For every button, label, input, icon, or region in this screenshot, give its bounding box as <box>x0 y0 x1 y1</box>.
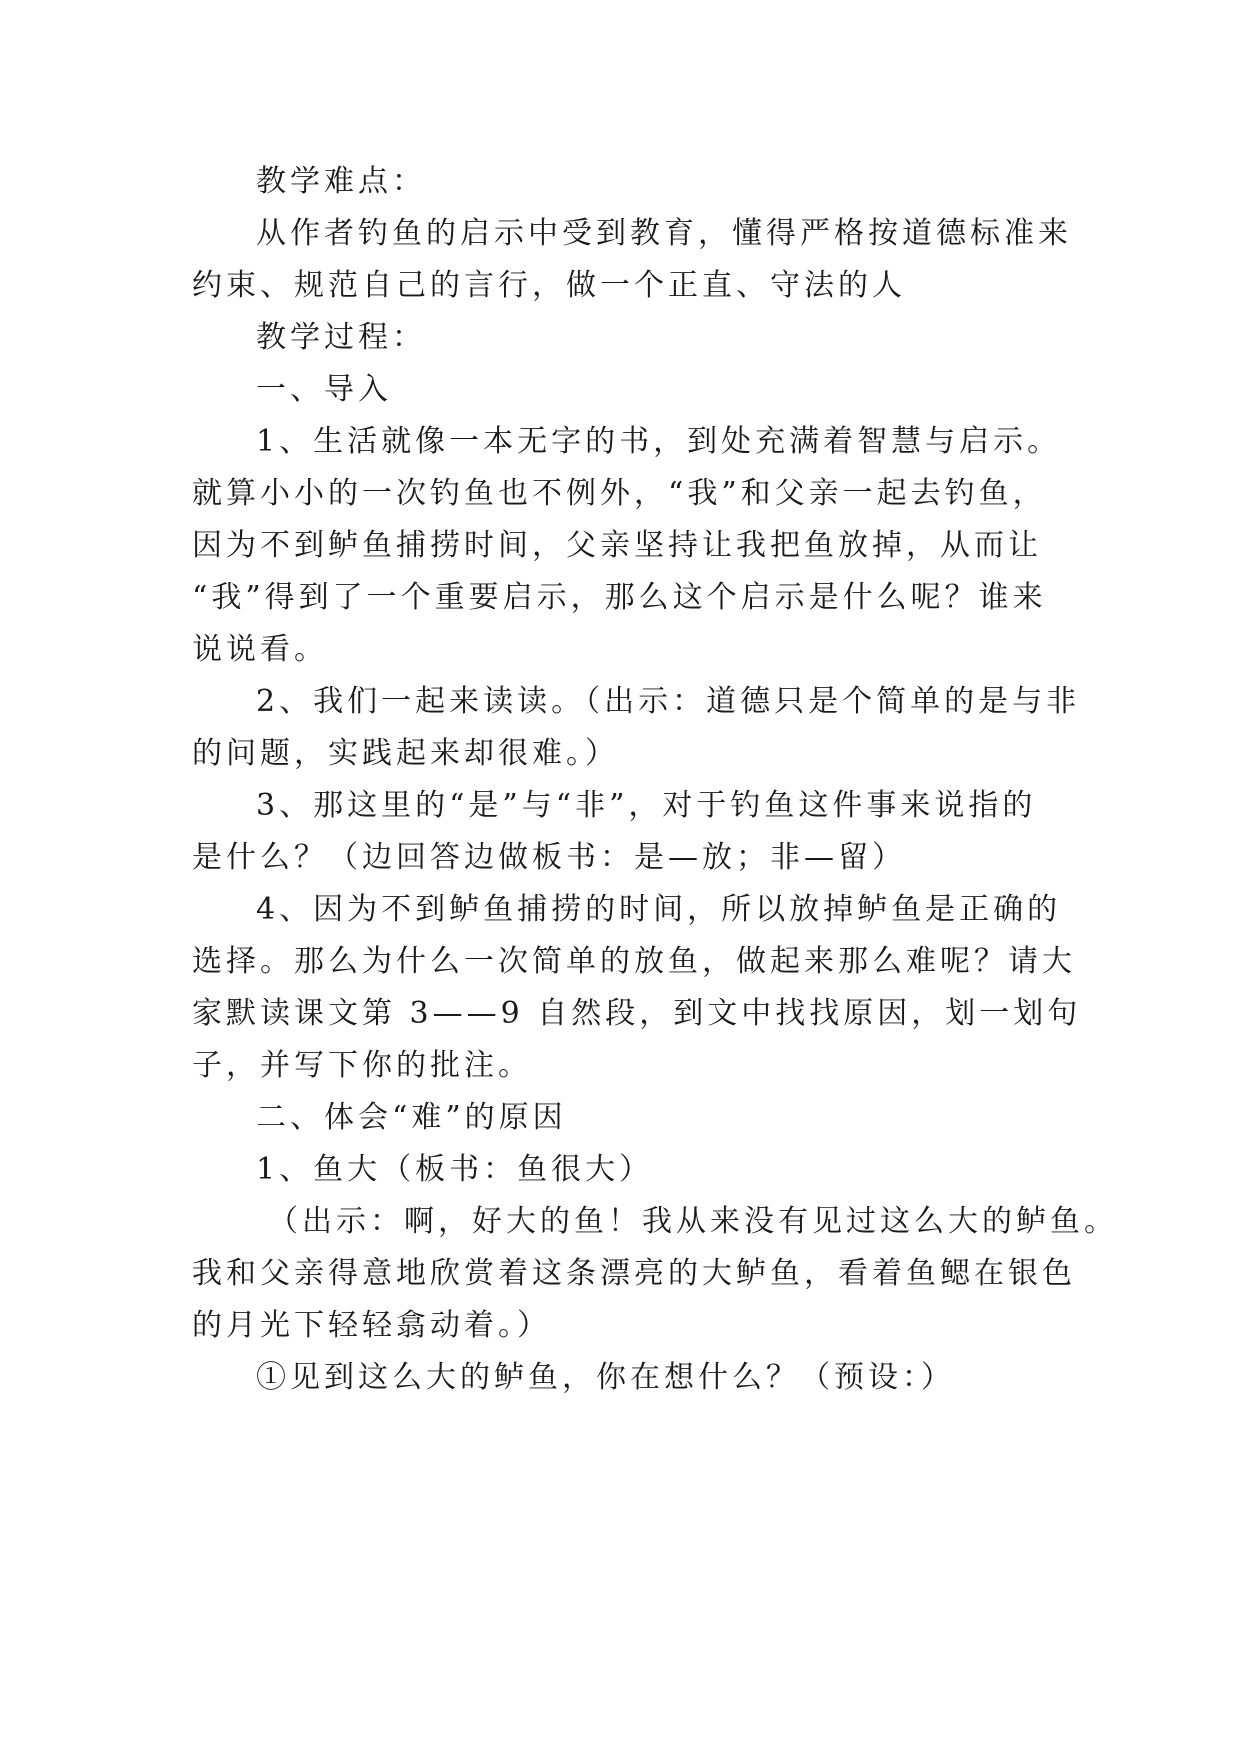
paragraph-line: 我和父亲得意地欣赏着这条漂亮的大鲈鱼，看着鱼鳃在银色 <box>192 1256 1076 1291</box>
paragraph-line: 家默读课文第 3——9 自然段，到文中找找原因，划一划句 <box>192 996 1082 1031</box>
heading-teaching-difficulty: 教学难点： <box>256 164 426 199</box>
paragraph-line: 1、鱼大（板书：鱼很大） <box>256 1152 654 1187</box>
paragraph-line: （出示：啊，好大的鱼！我从来没有见过这么大的鲈鱼。 <box>268 1204 1118 1239</box>
paragraph-line: 的月光下轻轻翕动着。） <box>192 1308 551 1343</box>
paragraph-line: 子，并写下你的批注。 <box>192 1048 532 1083</box>
paragraph-line: 1、生活就像一本无字的书，到处充满着智慧与启示。 <box>256 424 1062 459</box>
section-heading-difficulty-reasons: 二、体会“难”的原因 <box>256 1100 567 1135</box>
paragraph-line: 3、那这里的“是”与“非”，对于钓鱼这件事来说指的 <box>256 788 1037 823</box>
heading-teaching-process: 教学过程： <box>256 320 426 355</box>
paragraph-line: ①见到这么大的鲈鱼，你在想什么？（预设：） <box>256 1360 955 1395</box>
paragraph-line: 4、因为不到鲈鱼捕捞的时间，所以放掉鲈鱼是正确的 <box>256 892 1062 927</box>
paragraph-line: “我”得到了一个重要启示，那么这个启示是什么呢？谁来 <box>192 580 1047 615</box>
paragraph-line: 就算小小的一次钓鱼也不例外，“我”和父亲一起去钓鱼， <box>192 476 1047 511</box>
paragraph-line: 的问题，实践起来却很难。） <box>192 736 619 771</box>
section-heading-intro: 一、导入 <box>256 372 392 407</box>
paragraph-line: 2、我们一起来读读。（出示：道德只是个简单的是与非 <box>256 684 1081 719</box>
paragraph-line: 选择。那么为什么一次简单的放鱼，做起来那么难呢？请大 <box>192 944 1076 979</box>
paragraph-line: 是什么？（边回答边做板书：是—放；非—留） <box>192 840 906 875</box>
paragraph-line: 因为不到鲈鱼捕捞时间，父亲坚持让我把鱼放掉，从而让 <box>192 528 1042 563</box>
paragraph-line: 从作者钓鱼的启示中受到教育，懂得严格按道德标准来 <box>256 216 1072 251</box>
paragraph-line: 说说看。 <box>192 632 328 667</box>
paragraph-line: 约束、规范自己的言行，做一个正直、守法的人 <box>192 268 906 303</box>
